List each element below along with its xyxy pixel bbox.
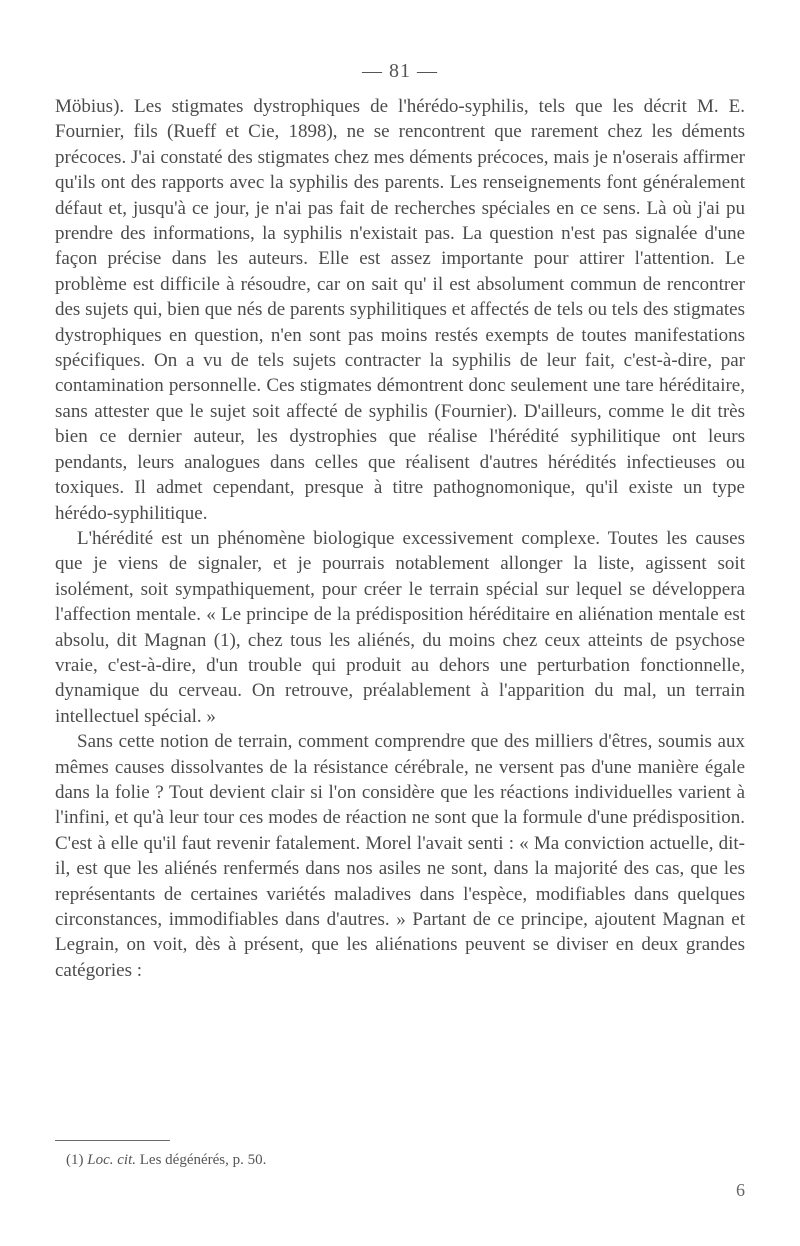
page-number: — 81 —	[362, 60, 438, 82]
body-text	[55, 94, 745, 983]
paragraph-2: L'hérédité est un phénomène biologique excessivement complexe. Toutes les causes que je viens de signaler, et je pourrais notablement allonger la liste, agissent soit isolément, soit sympathiquement, pour créer le terrain spécial sur lequel se développera l'affection mentale. « Le principe de la prédisposition héréditaire en aliénation mentale est absolu, dit Magnan (1), chez tous les aliénés, du moins chez ceux atteints de psychose vraie, c'est-à-dire, d'un trouble qui produit au dehors une perturbation fonctionnelle, dynamique du cerveau. On retrouve, préalablement à l'apparition du mal, un terrain intellectuel spécial. »	[55, 527, 745, 727]
footnote	[66, 1152, 266, 1169]
footnote-marker: (1)	[66, 1152, 84, 1168]
paragraph-3: Sans cette notion de terrain, comment comprendre que des milliers d'êtres, soumis aux mêmes causes dissolvantes de la résistance cérébrale, ne versent pas d'une manière égale dans la folie ? Tout devient clair si l'on considère que les réactions individuelles varient à l'infini, et qu'à leur tour ces modes de réaction ne sont que la formule d'une prédisposition. C'est à elle qu'il faut revenir fatalement. Morel l'avait senti : « Ma conviction actuelle, dit-il, est que les aliénés renfermés dans nos asiles ne sont, dans la majorité des cas, que les représentants de certaines variétés maladives dans l'espèce, modifiables dans quelques circonstances, immodifiables dans d'autres. » Partant de ce principe, ajoutent Magnan et Legrain, on voit, dès à présent, que les aliénations peuvent se diviser en deux grandes catégories :	[55, 731, 745, 981]
footnote-text: Les dégénérés, p. 50.	[139, 1152, 267, 1168]
footnote-citation: Loc. cit.	[87, 1152, 136, 1168]
footnote-divider	[55, 1140, 170, 1141]
signature-mark: 6	[736, 1180, 745, 1200]
paragraph-1: Möbius). Les stigmates dystrophiques de l'hérédo-syphilis, tels que les décrit M. E. Fournier, fils (Rueff et Cie, 1898), ne se rencontrent que rarement chez les déments précoces. J'ai constaté des stigmates chez mes déments précoces, mais je n'oserais affirmer qu'ils ont des rapports avec la syphilis des parents. Les renseignements font généralement défaut et, jusqu'à ce jour, je n'ai pas fait de recherches spéciales en ce sens. Là où j'ai pu prendre des informations, la syphilis n'existait pas. La question n'est pas signalée d'une façon précise dans les auteurs. Elle est assez importante pour attirer l'attention. Le problème est difficile à résoudre, car on sait qu' il est absolument commun de rencontrer des sujets qui, bien que nés de parents syphilitiques et affectés de tels ou tels des stigmates dystrophiques en question, n'en sont pas moins restés exempts de toutes manifestations spécifiques. On a vu de tels sujets contracter la syphilis de leur fait, c'est-à-dire, par contamination personnelle. Ces stigmates démontrent donc seulement une tare héréditaire, sans attester que le sujet soit affecté de syphilis (Fournier). D'ailleurs, comme le dit très bien ce dernier auteur, les dystrophies que réalise l'hérédité syphilitique ont leurs pendants, leurs analogues dans celles que réalisent d'autres hérédités infectieuses ou toxiques. Il admet cependant, presque à titre pathognomonique, qu'il existe un type hérédo-syphilitique.	[55, 96, 745, 524]
